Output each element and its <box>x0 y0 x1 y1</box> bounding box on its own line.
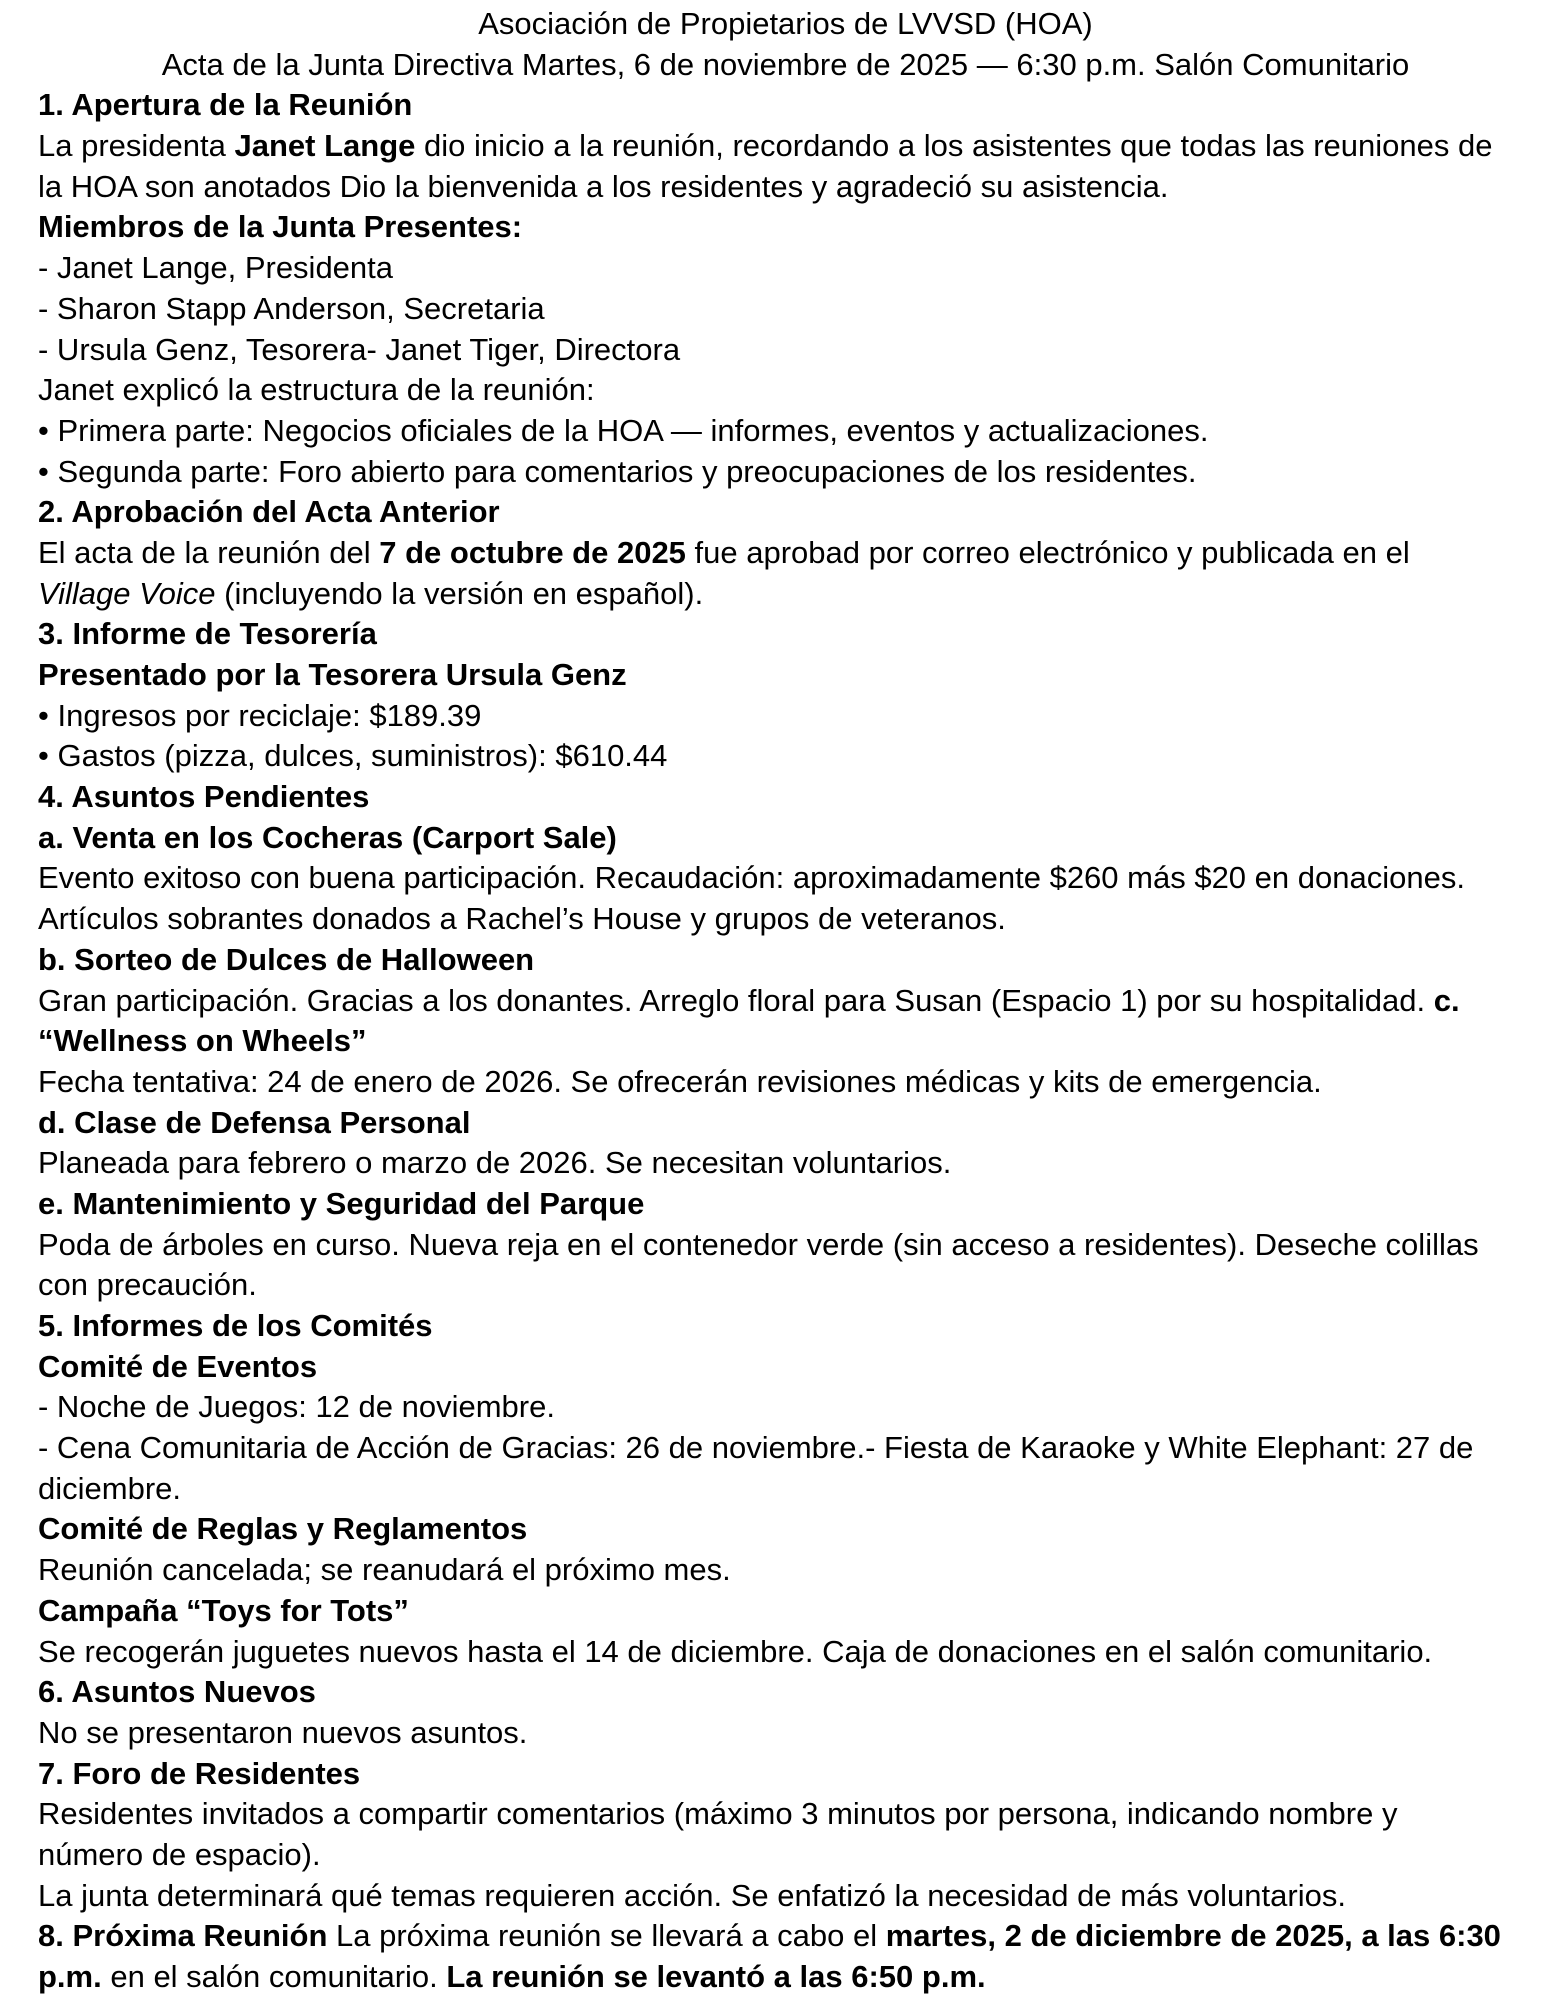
section-heading: 5. Informes de los Comités <box>38 1308 433 1343</box>
section-opening <box>38 85 1533 492</box>
text-run: La presidenta <box>38 128 235 164</box>
document-title: Asociación de Propietarios de LVVSD (HOA) <box>478 6 1093 41</box>
member-item: - Ursula Genz, Tesorera- Janet Tiger, Directora <box>38 331 681 367</box>
president-name: Janet Lange <box>234 128 416 164</box>
subheading: Comité de Eventos <box>38 1348 318 1384</box>
list-item: diciembre. <box>38 1470 181 1506</box>
text-run: en el salón comunitario. <box>101 1959 447 1994</box>
subheading: a. Venta en los Cocheras (Carport Sale) <box>38 819 617 855</box>
section-heading: 3. Informe de Tesorería <box>38 616 377 652</box>
paragraph-line: Artículos sobrantes donados a Rachel’s House y grupos de veteranos. <box>38 901 1006 937</box>
paragraph-line: la HOA son anotados Dio la bienvenida a los residentes y agradeció su asistencia. <box>38 168 1169 204</box>
subheading: Presentado por la Tesorera Ursula Genz <box>38 657 627 692</box>
paragraph-line: Planeada para febrero o marzo de 2026. Se necesitan voluntarios. <box>38 1145 952 1181</box>
section-treasury <box>38 614 1533 777</box>
section-heading: 8. Próxima Reunión <box>38 1918 328 1954</box>
subheading: Comité de Reglas y Reglamentos <box>38 1511 528 1547</box>
next-meeting-date: martes, 2 de diciembre de 2025, a las 6:30 <box>885 1918 1501 1954</box>
bullet-item: • Segunda parte: Foro abierto para comentarios y preocupaciones de los residentes. <box>38 453 1197 489</box>
section-heading: 7. Foro de Residentes <box>38 1755 361 1791</box>
text-run: dio inicio a la reunión, recordando a los asistentes que todas las reuniones de <box>415 128 1493 164</box>
text-run: fue aprobad por correo electrónico y publicada en el <box>685 534 1410 570</box>
section-next-meeting <box>38 1916 1533 1997</box>
paragraph-line: Evento exitoso con buena participación. Recaudación: aproximadamente $260 más $20 en donaciones. <box>38 860 1465 896</box>
subheading: “Wellness on Wheels” <box>38 1023 367 1059</box>
document-subtitle: Acta de la Junta Directiva Martes, 6 de noviembre de 2025 — 6:30 p.m. Salón Comunitario <box>161 46 1410 82</box>
section-committees <box>38 1306 1533 1672</box>
section-pending <box>38 777 1533 1306</box>
paragraph-line <box>38 1957 1533 1998</box>
paragraph-line <box>38 533 1533 574</box>
next-meeting-time-suffix: p.m. <box>38 1959 102 1994</box>
section-heading: 6. Asuntos Nuevos <box>38 1674 316 1710</box>
members-heading: Miembros de la Junta Presentes: <box>38 209 523 245</box>
paragraph-line: Se recogerán juguetes nuevos hasta el 14 de diciembre. Caja de donaciones en el salón comunitario. <box>38 1633 1433 1669</box>
previous-meeting-date: 7 de octubre de 2025 <box>379 534 686 570</box>
subheading-marker: c. <box>1433 982 1460 1018</box>
text-run: (incluyendo la versión en español). <box>215 575 704 611</box>
text-run: La próxima reunión se llevará a cabo el <box>327 1918 886 1954</box>
paragraph-line: número de espacio). <box>38 1836 321 1872</box>
subheading: e. Mantenimiento y Seguridad del Parque <box>38 1185 645 1221</box>
section-new-business <box>38 1672 1533 1753</box>
paragraph-line <box>38 981 1533 1022</box>
paragraph-line <box>38 574 1533 615</box>
list-item: - Noche de Juegos: 12 de noviembre. <box>38 1389 555 1425</box>
paragraph-line: La junta determinará qué temas requieren acción. Se enfatizó la necesidad de más voluntarios. <box>38 1877 1346 1913</box>
paragraph-line: Fecha tentativa: 24 de enero de 2026. Se ofrecerán revisiones médicas y kits de emergencia. <box>38 1063 1322 1099</box>
list-item: - Cena Comunitaria de Acción de Gracias: 26 de noviembre.- Fiesta de Karaoke y White Elephant: 27 de <box>38 1430 1474 1466</box>
section-forum <box>38 1754 1533 1917</box>
paragraph-line: Residentes invitados a compartir comentarios (máximo 3 minutos por persona, indicando nombre y <box>38 1796 1398 1832</box>
bullet-item: • Primera parte: Negocios oficiales de la HOA — informes, eventos y actualizaciones. <box>38 412 1209 448</box>
paragraph-line <box>38 126 1533 167</box>
section-heading: 1. Apertura de la Reunión <box>38 87 413 123</box>
member-item: - Janet Lange, Presidenta <box>38 250 394 286</box>
section-minutes-approval <box>38 492 1533 614</box>
paragraph-line: Janet explicó la estructura de la reunión: <box>38 372 595 408</box>
paragraph-line: No se presentaron nuevos asuntos. <box>38 1714 528 1750</box>
adjournment-note: La reunión se levantó a las 6:50 p.m. <box>446 1959 986 1994</box>
publication-name: Village Voice <box>38 575 216 611</box>
document-page <box>38 4 1533 1998</box>
paragraph-line: con precaución. <box>38 1267 257 1303</box>
paragraph-line: Poda de árboles en curso. Nueva reja en el contenedor verde (sin acceso a residentes). Deseche colillas <box>38 1226 1479 1262</box>
paragraph-line <box>38 1916 1533 1957</box>
paragraph-line: Reunión cancelada; se reanudará el próximo mes. <box>38 1552 731 1588</box>
subheading: Campaña “Toys for Tots” <box>38 1592 409 1628</box>
bullet-item: • Gastos (pizza, dulces, suministros): $610.44 <box>38 738 668 774</box>
text-run: El acta de la reunión del <box>38 534 380 570</box>
subheading: d. Clase de Defensa Personal <box>38 1104 471 1140</box>
text-run: Gran participación. Gracias a los donantes. Arreglo floral para Susan (Espacio 1) por su hospitalidad. <box>38 982 1434 1018</box>
section-heading: 4. Asuntos Pendientes <box>38 779 370 815</box>
section-heading: 2. Aprobación del Acta Anterior <box>38 494 500 530</box>
bullet-item: • Ingresos por reciclaje: $189.39 <box>38 697 482 733</box>
member-item: - Sharon Stapp Anderson, Secretaria <box>38 290 545 326</box>
subheading: b. Sorteo de Dulces de Halloween <box>38 941 535 977</box>
